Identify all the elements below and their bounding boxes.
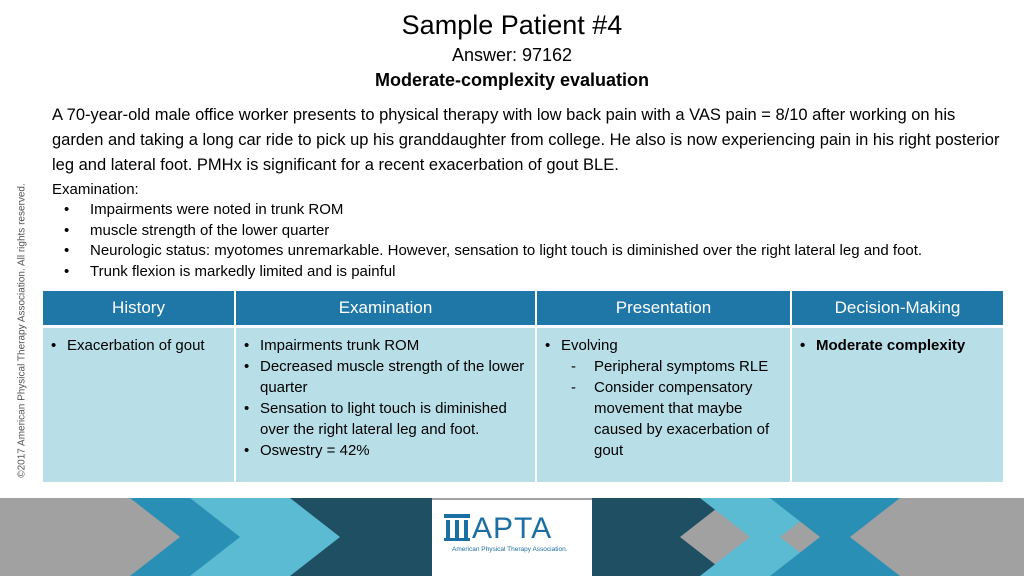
header-presentation: Presentation (536, 291, 791, 327)
answer-code: Answer: 97162 (451, 45, 573, 65)
table-row (43, 327, 1003, 482)
header-history: History (43, 291, 235, 327)
examination-heading: Examination: (52, 181, 139, 198)
list-item: • Impairments trunk ROM (242, 335, 529, 356)
presentation-main: Evolving (561, 337, 618, 354)
header-examination: Examination (235, 291, 536, 327)
list-item: • Decreased muscle strength of the lower quarter (242, 356, 529, 398)
examination-list (52, 200, 992, 282)
chevron-shape (770, 498, 900, 576)
list-item: • Exacerbation of gout (49, 335, 228, 356)
cell-decision-making (791, 327, 1003, 482)
complexity-label: Moderate-complexity evaluation (374, 70, 650, 90)
examination-item: • Impairments were noted in trunk ROM (52, 200, 992, 221)
copyright-notice: ©2017 American Physical Therapy Association. All rights reserved. (16, 183, 28, 478)
apta-emblem-icon (442, 512, 472, 542)
cell-presentation (536, 327, 791, 482)
sub-list-item: - Peripheral symptoms RLE (561, 356, 784, 377)
logo-wordmark: APTA (472, 512, 553, 545)
patient-scenario: A 70-year-old male office worker presents to physical therapy with low back pain with a VAS pain = 8/10 after working on his garden and taking a long car ride to pick up his granddaughter from college. He also is now experiencing pain in his right posterior leg and lateral foot. PMHx is significant for a recent exacerbation of gout BLE. (52, 106, 1000, 174)
cell-examination (235, 327, 536, 482)
header-decision-making: Decision-Making (791, 291, 1003, 327)
table-header-row (43, 291, 1003, 327)
chevron-shape (592, 498, 730, 576)
cell-history (43, 327, 235, 482)
list-item: • Sensation to light touch is diminished over the right lateral leg and foot. (242, 398, 529, 440)
examination-item: • Neurologic status: myotomes unremarkable. However, sensation to light touch is diminished over the right lateral leg and foot. (52, 241, 992, 262)
sub-list-item: - Consider compensatory movement that maybe caused by exacerbation of gout (561, 377, 784, 461)
list-item: • Moderate complexity (798, 335, 997, 356)
examination-item: • Trunk flexion is markedly limited and is painful (52, 262, 992, 283)
examination-item: • muscle strength of the lower quarter (52, 221, 992, 242)
apta-logo (432, 500, 592, 576)
list-item (543, 335, 784, 461)
slide-title: Sample Patient #4 (401, 10, 623, 40)
evaluation-summary-table (43, 291, 1003, 482)
logo-tagline: American Physical Therapy Association. (452, 546, 568, 553)
list-item: • Oswestry = 42% (242, 440, 529, 461)
